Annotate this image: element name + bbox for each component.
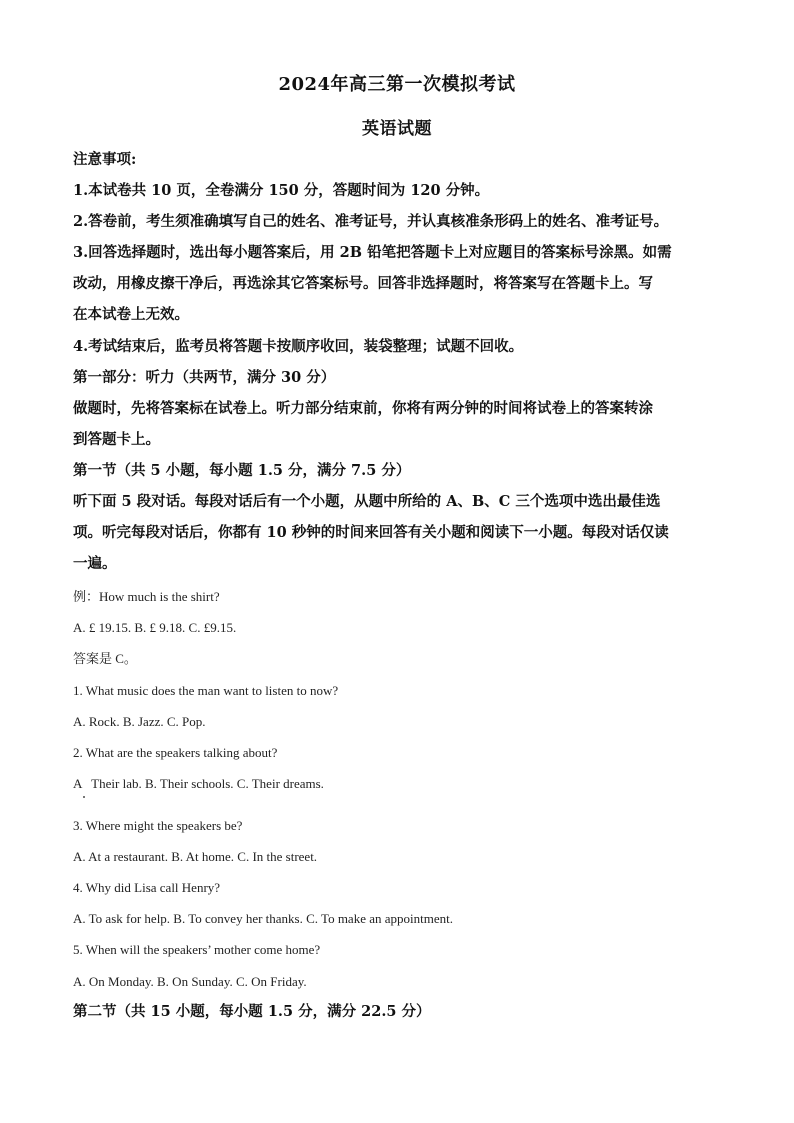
notice-item-2: 2.答卷前，考生须准确填写自己的姓名、准考证号，并认真核准条形码上的姓名、准考证号。 bbox=[73, 213, 669, 230]
question-3-options: A. At a restaurant. B. At home. C. In the street. bbox=[73, 849, 318, 864]
question-5: 5. When will the speakers’ mother come home? bbox=[73, 942, 321, 957]
exam-subtitle: 英语试题 bbox=[362, 119, 432, 139]
notice-heading: 注意事项: bbox=[73, 151, 137, 168]
question-5-options: A. On Monday. B. On Sunday. C. On Friday. bbox=[73, 974, 307, 989]
question-2: 2. What are the speakers talking about? bbox=[73, 745, 278, 760]
notice-item-3-line-3: 在本试卷上无效。 bbox=[73, 306, 189, 323]
question-1-options: A. Rock. B. Jazz. C. Pop. bbox=[73, 714, 206, 729]
example-options: A. £ 19.15. B. £ 9.18. C. £9.15. bbox=[73, 620, 237, 635]
section1-instruction-line-1: 听下面 5 段对话。每段对话后有一个小题，从题中所给的 A、B、C 三个选项中选出最佳选 bbox=[73, 493, 661, 510]
notice-item-3-line-1: 3.回答选择题时，选出每小题答案后，用 2B 铅笔把答题卡上对应题目的答案标号涂黑。如需 bbox=[73, 244, 672, 261]
example-question: 例：How much is the shirt? bbox=[73, 589, 220, 604]
scan-speck bbox=[83, 796, 85, 798]
part1-intro-line-2: 到答题卡上。 bbox=[73, 431, 160, 448]
notice-item-1: 1.本试卷共 10 页，全卷满分 150 分，答题时间为 120 分钟。 bbox=[73, 182, 490, 199]
question-3: 3. Where might the speakers be? bbox=[73, 818, 243, 833]
notice-item-4: 4.考试结束后，监考员将答题卡按顺序收回，装袋整理；试题不回收。 bbox=[73, 338, 524, 355]
question-1: 1. What music does the man want to listen to now? bbox=[73, 683, 339, 698]
notice-item-3-line-2: 改动，用橡皮擦干净后，再选涂其它答案标号。回答非选择题时，将答案写在答题卡上。写 bbox=[73, 275, 653, 292]
question-4: 4. Why did Lisa call Henry? bbox=[73, 880, 221, 895]
section2-heading: 第二节（共 15 小题，每小题 1.5 分，满分 22.5 分） bbox=[73, 1003, 431, 1020]
section1-instruction-line-2: 项。听完每段对话后，你都有 10 秒钟的时间来回答有关小题和阅读下一小题。每段对话仅读 bbox=[73, 524, 669, 541]
exam-title: 2024年高三第一次模拟考试 bbox=[278, 74, 516, 95]
section1-instruction-line-3: 一遍。 bbox=[73, 555, 117, 572]
question-2-options: A Their lab. B. Their schools. C. Their dreams. bbox=[73, 776, 324, 791]
section1-heading: 第一节（共 5 小题，每小题 1.5 分，满分 7.5 分） bbox=[73, 462, 411, 479]
example-answer: 答案是 C。 bbox=[73, 651, 137, 666]
question-4-options: A. To ask for help. B. To convey her thanks. C. To make an appointment. bbox=[73, 911, 453, 926]
part1-heading: 第一部分：听力（共两节，满分 30 分） bbox=[73, 369, 336, 386]
part1-intro-line-1: 做题时，先将答案标在试卷上。听力部分结束前，你将有两分钟的时间将试卷上的答案转涂 bbox=[73, 400, 653, 417]
